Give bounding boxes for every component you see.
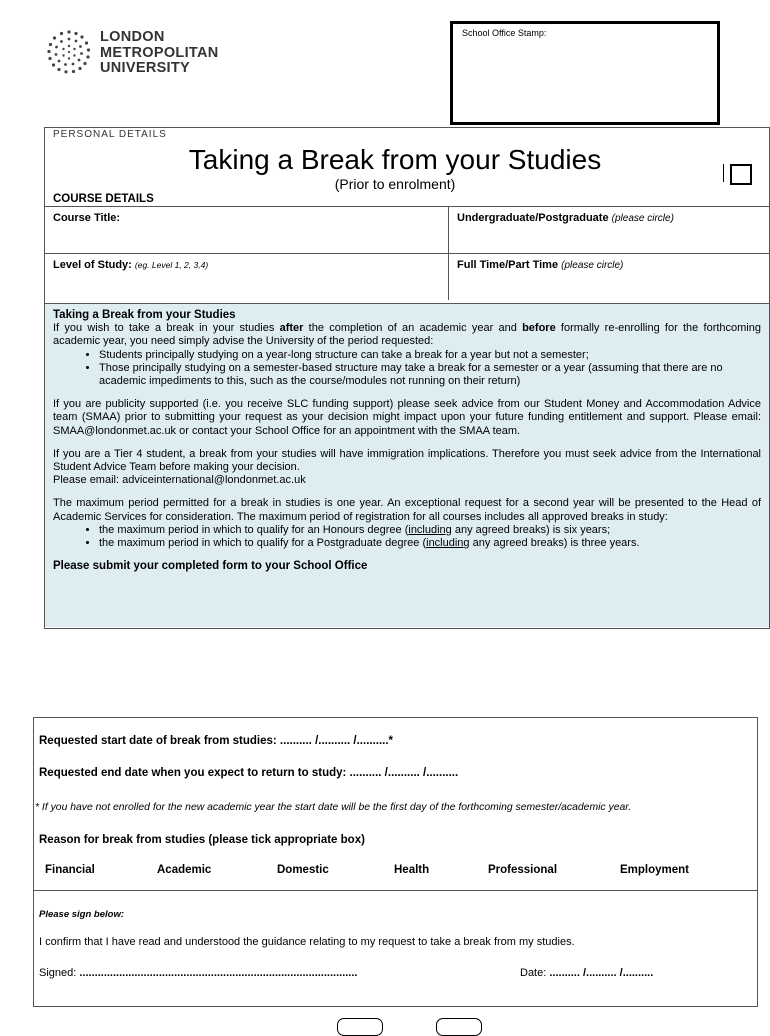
divider-fragment <box>723 164 724 182</box>
guidance-panel <box>45 303 769 627</box>
course-title-field[interactable] <box>45 207 449 254</box>
logo-line-2: METROPOLITAN <box>100 44 219 61</box>
stamp-label: School Office Stamp: <box>462 28 547 38</box>
guidance-paragraph-3: If you are a Tier 4 student, a break from your studies will have immigration implications. Therefore you must seek advice from the International Student Advice Team before making your decision. Please email: adviceinternational@londonmet.ac.uk <box>53 447 761 487</box>
list-item: • the maximum period in which to qualify for an Honours degree (including any agreed breaks) is six years; <box>99 524 761 537</box>
list-item: • Students principally studying on a year-long structure can take a break for a year but not a semester; <box>99 349 761 362</box>
logo-wordmark <box>100 30 219 77</box>
section-divider <box>34 890 757 891</box>
list-item: • Those principally studying on a semester-based structure may take a break for a semester or a year (assuming that there are no academic impediments to this, such as the course/modules not running on their return) <box>99 362 761 388</box>
signed-label: Signed: <box>39 967 77 979</box>
start-date-field[interactable] <box>39 735 393 747</box>
school-office-stamp-box <box>450 21 720 125</box>
page-title: Taking a Break from your Studies <box>188 144 602 175</box>
reason-professional[interactable]: Professional <box>488 864 558 876</box>
guidance-paragraph-4: The maximum period permitted for a break in studies is one year. An exceptional request for a second year will be presented to the Head of Academic Services for consideration. The maximum period of registration for all courses includes all approved breaks in study: <box>53 497 761 523</box>
reason-employment[interactable]: Employment <box>620 864 690 876</box>
ft-pt-label: Full Time/Part Time <box>457 259 559 271</box>
reason-academic[interactable]: Academic <box>157 864 212 876</box>
end-date-value: : .......... /.......... /.......... <box>342 767 459 779</box>
sign-heading: Please sign below: <box>39 909 124 920</box>
guidance-paragraph-1: If you wish to take a break in your studies after the completion of an academic year and before formally re-enrolling for the forthcoming academic year, you need simply advise the University of the period requested: <box>53 322 761 348</box>
start-date-value: .......... /.......... /..........* <box>276 735 394 747</box>
level-label: Level of Study: <box>53 259 132 271</box>
guidance-paragraph-2: If you are publicity supported (i.e. you receive SLC funding support) please seek advice from our Student Money and Accommodation Advice team (SMAA) prior to submitting your request as your decision might impact upon your future funding entitlement and support. Please email: SMAA@londonmet.ac.uk or contact your School Office for an appointment with the SMAA team. <box>53 398 761 437</box>
ug-pg-label: Undergraduate/Postgraduate <box>457 212 609 224</box>
submit-instruction: Please submit your completed form to your School Office <box>53 560 368 573</box>
confirmation-statement: I confirm that I have read and understood the guidance relating to my request to take a break from my studies. <box>39 936 575 948</box>
date-dots: .......... /.......... /.......... <box>546 967 654 979</box>
university-logo <box>45 28 245 78</box>
ft-pt-hint: (please circle) <box>561 260 624 271</box>
personal-details-heading: PERSONAL DETAILS <box>53 129 167 137</box>
date-label: Date: <box>520 967 547 979</box>
ft-pt-field[interactable] <box>449 254 770 301</box>
max-period-list <box>53 524 761 550</box>
page-subtitle: (Prior to enrolment) <box>334 176 456 192</box>
logo-line-1: LONDON <box>100 29 165 45</box>
signature-field[interactable] <box>39 967 357 979</box>
signed-dots: ........................................................................................... <box>76 967 358 979</box>
list-item: • the maximum period in which to qualify for a Postgraduate degree (including any agreed breaks) is three years. <box>99 537 761 550</box>
end-date-label: Requested end date when you expect to return to study <box>39 767 343 779</box>
level-of-study-field[interactable] <box>45 254 449 301</box>
course-details-heading: COURSE DETAILS <box>53 193 154 205</box>
reason-health[interactable]: Health <box>394 864 430 876</box>
start-date-label: Requested start date of break from studies: <box>39 735 277 747</box>
start-date-note: * If you have not enrolled for the new academic year the start date will be the first day of the forthcoming semester/academic year. <box>35 802 632 813</box>
date-field[interactable] <box>520 967 653 979</box>
reason-domestic[interactable]: Domestic <box>277 864 329 876</box>
bottom-control-left[interactable] <box>337 1018 383 1036</box>
level-hint: (eg. Level 1, 2, 3,4) <box>134 260 209 270</box>
dotted-circle-logo-icon <box>45 28 93 76</box>
course-details-section <box>44 127 770 629</box>
course-details-table <box>45 206 769 300</box>
bottom-control-right[interactable] <box>436 1018 482 1036</box>
guidance-heading: Taking a Break from your Studies <box>53 309 236 321</box>
ug-pg-field[interactable] <box>449 207 770 254</box>
tick-box[interactable] <box>730 164 752 185</box>
course-title-label: Course Title: <box>53 212 121 224</box>
reason-heading: Reason for break from studies (please tick appropriate box) <box>39 834 365 846</box>
end-date-field[interactable] <box>39 767 458 779</box>
break-request-section <box>33 717 758 1007</box>
logo-line-3: UNIVERSITY <box>100 60 191 76</box>
structure-list <box>53 349 761 389</box>
reason-financial[interactable]: Financial <box>45 864 95 876</box>
ug-pg-hint: (please circle) <box>611 213 674 224</box>
